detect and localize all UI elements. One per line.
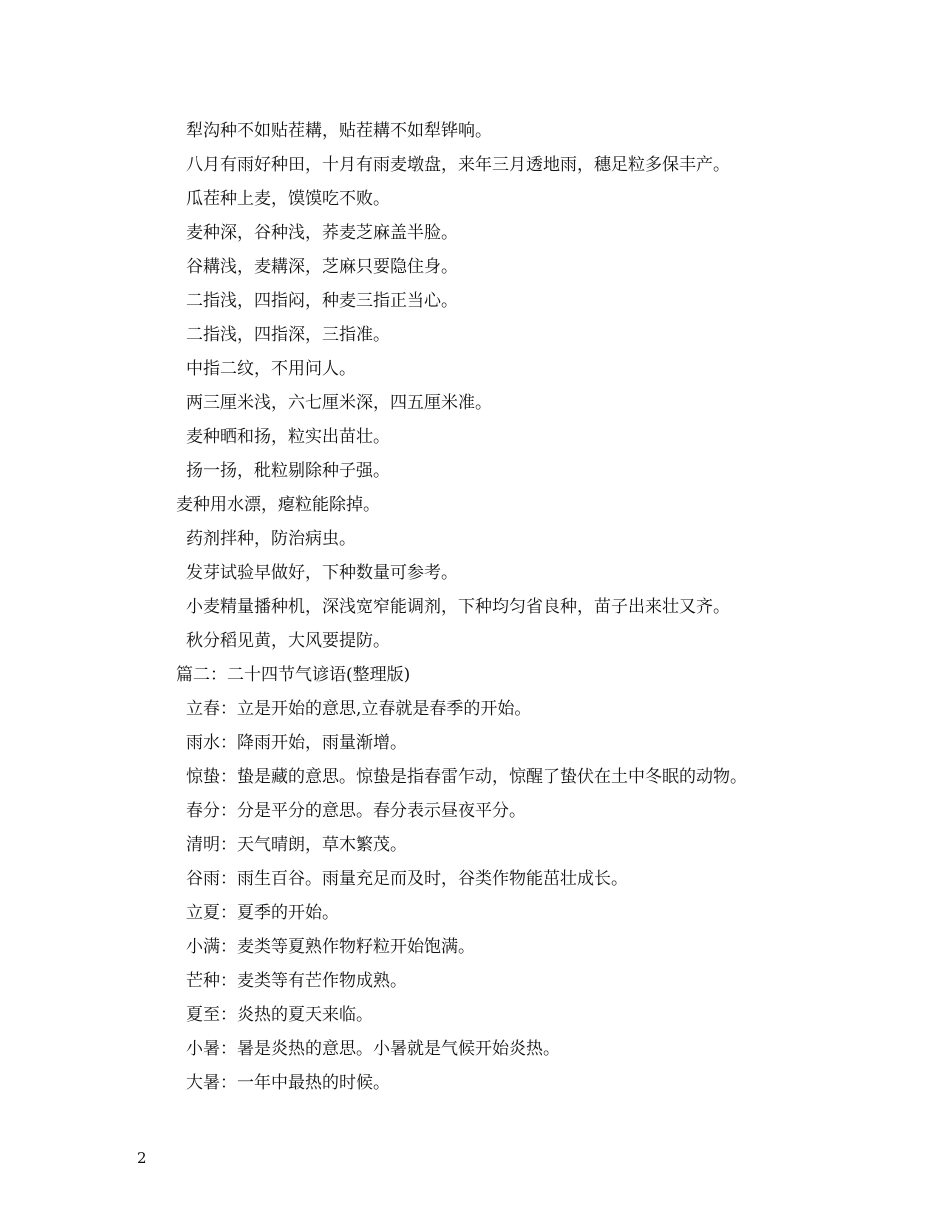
- text-line: 篇二：二十四节气谚语(整理版): [176, 665, 411, 685]
- text-line: 芒种：麦类等有芒作物成熟。: [186, 971, 407, 991]
- text-line: 扬一扬，秕粒剔除种子强。: [186, 461, 390, 481]
- text-line: 麦种深，谷种浅，荞麦芝麻盖半脸。: [186, 223, 458, 243]
- text-line: 雨水：降雨开始，雨量渐增。: [186, 733, 407, 753]
- text-line: 发芽试验早做好，下种数量可参考。: [186, 563, 458, 583]
- text-line: 大暑：一年中最热的时候。: [186, 1073, 390, 1093]
- text-line: 秋分稻见黄，大风要提防。: [186, 631, 390, 651]
- page-number: 2: [137, 1149, 147, 1167]
- text-line: 八月有雨好种田，十月有雨麦墩盘，来年三月透地雨，穗足粒多保丰产。: [186, 155, 730, 175]
- text-line: 小暑：暑是炎热的意思。小暑就是气候开始炎热。: [186, 1039, 560, 1059]
- text-line: 两三厘米浅，六七厘米深，四五厘米准。: [186, 393, 492, 413]
- text-line: 谷雨：雨生百谷。雨量充足而及时，谷类作物能茁壮成长。: [186, 869, 628, 889]
- text-line: 药剂拌种，防治病虫。: [186, 529, 356, 549]
- text-line: 夏至：炎热的夏天来临。: [186, 1005, 373, 1025]
- text-line: 麦种用水漂，瘪粒能除掉。: [176, 495, 380, 515]
- text-line: 立夏：夏季的开始。: [186, 903, 339, 923]
- text-line: 瓜茬种上麦，馍馍吃不败。: [186, 189, 390, 209]
- text-line: 麦种晒和扬，粒实出苗壮。: [186, 427, 390, 447]
- text-line: 中指二纹，不用问人。: [186, 359, 356, 379]
- text-line: 谷耩浅，麦耩深，芝麻只要隐住身。: [186, 257, 458, 277]
- text-line: 犁沟种不如贴茬耩，贴茬耩不如犁铧响。: [186, 121, 492, 141]
- text-line: 小满：麦类等夏熟作物籽粒开始饱满。: [186, 937, 475, 957]
- text-line: 二指浅，四指闷，种麦三指正当心。: [186, 291, 458, 311]
- document-body: [176, 114, 856, 1100]
- text-line: 二指浅，四指深，三指准。: [186, 325, 390, 345]
- text-line: 小麦精量播种机，深浅宽窄能调剂，下种均匀省良种，苗子出来壮又齐。: [186, 597, 730, 617]
- text-line: 春分：分是平分的意思。春分表示昼夜平分。: [186, 801, 526, 821]
- text-line: 清明：天气晴朗，草木繁茂。: [186, 835, 407, 855]
- text-line: 惊蛰：蛰是藏的意思。惊蛰是指春雷乍动，惊醒了蛰伏在土中冬眠的动物。: [186, 767, 747, 787]
- text-line: 立春：立是开始的意思,立春就是春季的开始。: [186, 699, 532, 719]
